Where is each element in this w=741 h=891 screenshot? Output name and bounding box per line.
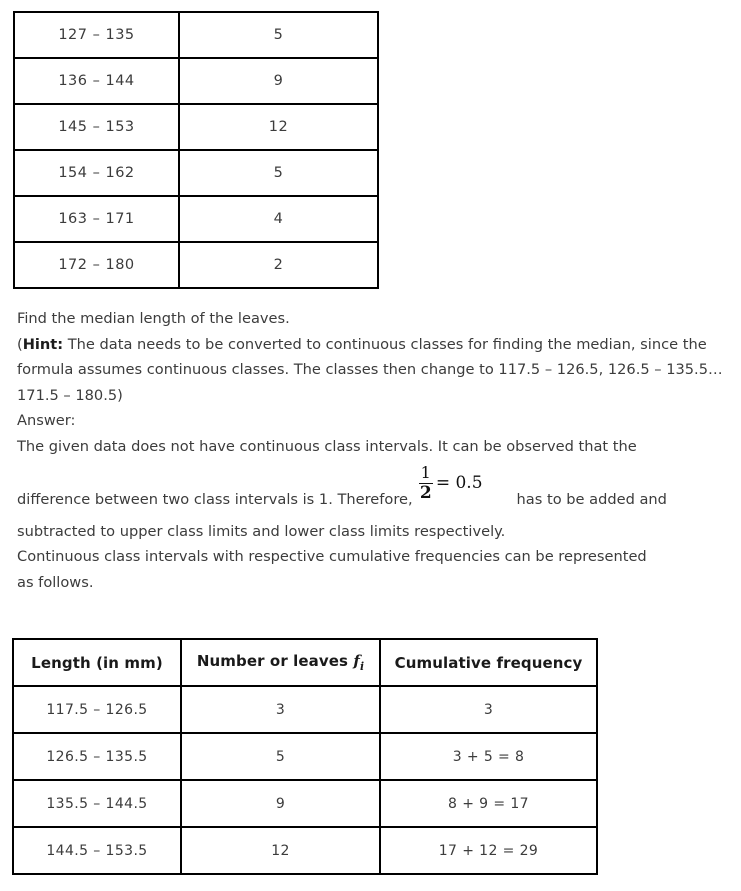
hint-body: The data needs to be converted to continuous classes for finding the median, since the formula assumes continuous classes. The classes then change to 117.5 – 126.5, 126.5 – 135.5… 171.5 – 180.5)	[17, 335, 723, 404]
number-cell: 5	[181, 733, 380, 780]
class-range-cell: 172 – 180	[14, 242, 179, 288]
cumulative-cell: 17 + 12 = 29	[380, 827, 597, 874]
table-row	[14, 12, 378, 58]
cumulative-frequency-table	[12, 638, 598, 875]
table-two-body	[13, 686, 597, 874]
fraction-denominator: 2	[419, 482, 432, 503]
answer-label: Answer:	[17, 412, 76, 429]
fi-symbol-subscript: i	[359, 660, 365, 673]
answer-line-3: subtracted to upper class limits and lower class limits respectively.	[17, 522, 506, 540]
column-header-number-of-leaves	[181, 639, 380, 686]
column-header-cumulative-frequency: Cumulative frequency	[380, 639, 597, 686]
number-header-text: Number or leaves	[196, 652, 354, 670]
length-cell: 135.5 – 144.5	[13, 780, 181, 827]
table-one-body	[14, 12, 378, 288]
table-row	[14, 196, 378, 242]
solution-text-block	[17, 306, 723, 595]
fraction-tail-text: has to be added and	[516, 490, 667, 508]
class-interval-frequency-table	[13, 11, 379, 289]
table-two-head	[13, 639, 597, 686]
fraction-lead-in-text: difference between two class intervals is 1. Therefore,	[17, 490, 413, 508]
fraction-stack	[419, 465, 433, 503]
answer-line-1: The given data does not have continuous class intervals. It can be observed that the	[17, 437, 637, 455]
fi-symbol-letter: f	[353, 652, 360, 670]
answer-fraction-paragraph	[17, 463, 723, 519]
column-header-length: Length (in mm)	[13, 639, 181, 686]
number-cell: 3	[181, 686, 380, 733]
class-range-cell: 136 – 144	[14, 58, 179, 104]
cumulative-cell: 3 + 5 = 8	[380, 733, 597, 780]
answer-line-5: as follows.	[17, 573, 94, 591]
fi-symbol	[353, 652, 365, 673]
length-cell: 126.5 – 135.5	[13, 733, 181, 780]
class-range-cell: 127 – 135	[14, 12, 179, 58]
table-row	[14, 150, 378, 196]
frequency-cell: 5	[179, 150, 378, 196]
half-fraction-expression	[419, 465, 483, 503]
hint-open-paren: (	[17, 335, 23, 353]
length-cell: 144.5 – 153.5	[13, 827, 181, 874]
question-line: Find the median length of the leaves.	[17, 310, 290, 327]
frequency-cell: 9	[179, 58, 378, 104]
table-row	[13, 780, 597, 827]
frequency-cell: 12	[179, 104, 378, 150]
class-range-cell: 163 – 171	[14, 196, 179, 242]
frequency-cell: 2	[179, 242, 378, 288]
answer-line-4: Continuous class intervals with respective cumulative frequencies can be represented	[17, 548, 647, 566]
class-range-cell: 145 – 153	[14, 104, 179, 150]
number-cell: 12	[181, 827, 380, 874]
frequency-cell: 4	[179, 196, 378, 242]
table-row	[13, 686, 597, 733]
fraction-equals-value: = 0.5	[435, 473, 483, 494]
cumulative-cell: 8 + 9 = 17	[380, 780, 597, 827]
hint-paragraph	[17, 332, 723, 409]
hint-label: Hint:	[22, 335, 64, 353]
table-header-row	[13, 639, 597, 686]
frequency-cell: 5	[179, 12, 378, 58]
number-cell: 9	[181, 780, 380, 827]
class-range-cell: 154 – 162	[14, 150, 179, 196]
table-row	[14, 242, 378, 288]
table-row	[13, 827, 597, 874]
length-cell: 117.5 – 126.5	[13, 686, 181, 733]
table-row	[13, 733, 597, 780]
fraction-numerator: 1	[420, 463, 431, 482]
cumulative-cell: 3	[380, 686, 597, 733]
table-row	[14, 104, 378, 150]
table-row	[14, 58, 378, 104]
